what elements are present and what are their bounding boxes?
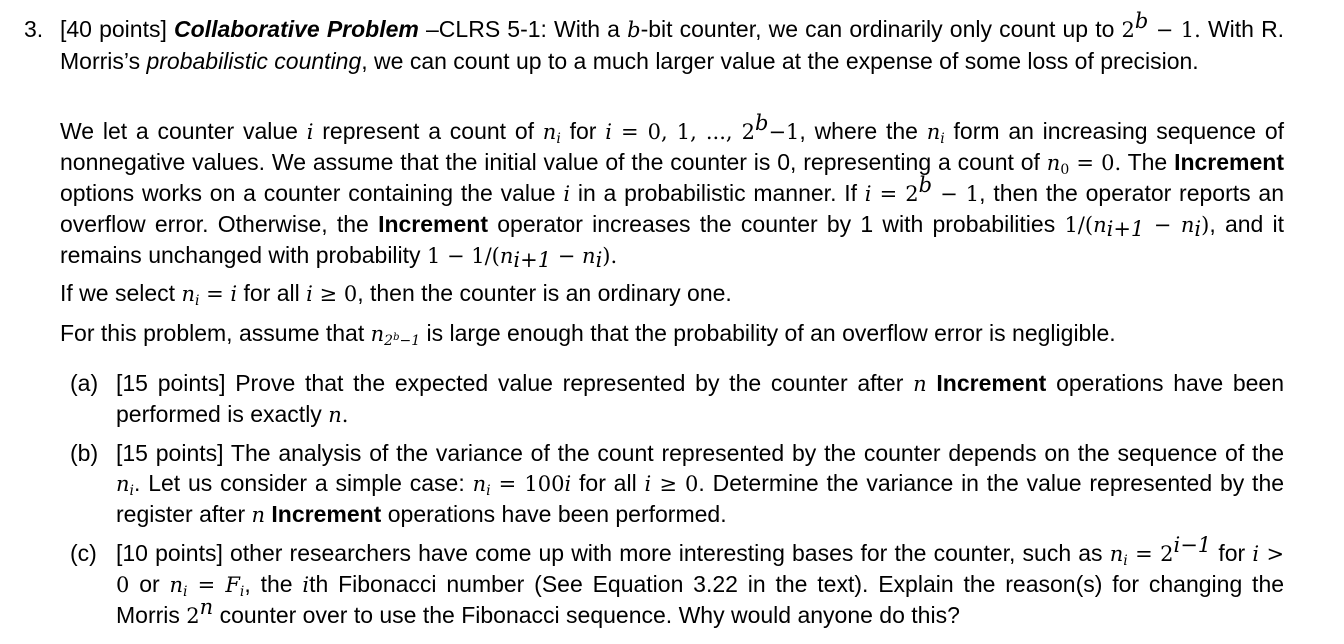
problem-statement <box>60 9 1285 77</box>
intro-text-1: -bit counter, we can ordinarily only count up to <box>640 16 1115 42</box>
p1-text-11: , and it remains unchanged with probability <box>60 211 1285 268</box>
part-a-text-2: operations have been performed is exactly <box>116 370 1285 427</box>
p3-text-2: is large enough that the probability of an overflow error is negligible. <box>426 320 1116 346</box>
math-prob-2: $1 - 1/(n_{i+1} - n_i)$. <box>426 244 618 272</box>
math-i: i <box>306 120 314 144</box>
intro-text-3: , we can count up to a much larger value at the expense of some loss of precision. <box>361 48 1199 74</box>
part-b-text-3: for all <box>579 470 637 496</box>
p1-text-9: , then the operator reports an overflow error. Otherwise, the <box>60 180 1285 237</box>
part-b-bold-increment: Increment <box>271 501 382 527</box>
p3-text-1: For this problem, assume that <box>60 320 365 346</box>
p2-text-1: If we select <box>60 280 176 306</box>
math-i: i <box>302 573 310 597</box>
problem-title: Collaborative Problem <box>174 16 419 42</box>
p1-bold-increment-2: Increment <box>378 211 489 237</box>
paragraph-assumption <box>60 318 1284 349</box>
p1-bold-increment-1: Increment <box>1174 149 1285 175</box>
intro-text-2: With R. Morris’s <box>60 16 1285 74</box>
part-b <box>70 438 1284 530</box>
math-2n: 2$^n$ <box>186 595 214 628</box>
math-i-gt-0: i > 0 <box>116 542 1285 597</box>
paragraph-ordinary <box>60 278 1284 309</box>
part-label: (a) <box>70 370 99 396</box>
p1-text-6: The <box>1127 149 1168 175</box>
part-c-text-3: or <box>139 571 160 597</box>
part-a: (a) [15 points] Prove that the expected value represented by the counter after n Increment operations have been performed is exactly n. <box>70 370 1285 427</box>
part-b-text-4: . Determine the variance in the value represented by the register after <box>116 470 1285 527</box>
math-b: b <box>627 18 641 42</box>
p1-text-2: represent a count of <box>322 118 535 144</box>
math-ni-2pow: $n_i = 2^{i-1}$ <box>1109 533 1212 569</box>
part-label: (b) <box>70 440 99 466</box>
p1-text-3: for <box>569 118 597 144</box>
math-i-2: i <box>563 182 571 206</box>
p1-text-4: , where the <box>799 118 918 144</box>
part-b-text-5: operations have been performed. <box>387 501 727 527</box>
math-ni-2: $n_i$ <box>926 120 945 147</box>
math-n-end: n <box>328 403 342 427</box>
p2-text-3: , then the counter is an ordinary one. <box>357 280 732 306</box>
math-ni: $n_i$ <box>116 472 135 499</box>
intro-emphasis: probabilistic counting <box>146 48 362 74</box>
part-c <box>70 533 1285 631</box>
p2-text-2: for all <box>243 280 300 306</box>
part-b-text-2: . Let us consider a simple case: <box>134 470 465 496</box>
p1-text-1: We let a counter value <box>60 118 298 144</box>
part-a-bold-increment: Increment <box>936 370 1047 396</box>
math-i-range: i = 0, 1, ..., $2^b-1$ <box>605 111 800 144</box>
part-label: (c) <box>70 540 97 566</box>
part-b-text-1: [15 points] The analysis of the variance of the count represented by the counter depends on the sequence of the <box>116 440 1284 466</box>
p1-text-5: form an increasing sequence of nonnegative values. We assume that the initial value of the counter is 0, representing a count of <box>60 118 1285 175</box>
math-n: n <box>913 372 927 396</box>
math-ni-eq-i: $n_i = i$ <box>181 282 238 309</box>
p1-text-7: options works on a counter containing the value <box>60 180 556 206</box>
math-2b-minus-1: $2^b - 1$. <box>1121 9 1201 42</box>
math-i-eq: $i = 2^b - 1$ <box>864 173 980 206</box>
math-n0: $n_0 = 0$. <box>1046 151 1122 178</box>
math-i-geq-0: i ≥ 0 <box>306 282 358 306</box>
problem-points: [40 points] <box>60 16 167 42</box>
math-n-max: $n_{2^b-1}$ <box>370 322 421 349</box>
part-c-text-1: [10 points] other researchers have come up with more interesting bases for the counter, such as <box>116 540 1103 566</box>
math-prob: $1/(n_{i+1} - n_i)$ <box>1064 213 1210 241</box>
math-ni-fi: $n_i = F_i$ <box>169 573 245 600</box>
part-c-text-2: for <box>1218 540 1246 566</box>
part-a-text-1: [15 points] Prove that the expected value represented by the counter after <box>116 370 904 396</box>
problem-source: –CLRS 5-1: With a <box>426 16 620 42</box>
math-n: n <box>251 503 266 527</box>
math-i-geq-0: i ≥ 0 <box>644 472 699 496</box>
math-ni: $n_i$ <box>542 120 561 147</box>
problem-number: 3. <box>24 16 44 42</box>
p1-text-10: operator increases the counter by 1 with probabilities <box>497 211 1056 237</box>
paragraph-definition <box>60 111 1285 272</box>
p1-text-8: in a probabilistic manner. If <box>577 180 858 206</box>
part-c-text-5: th Fibonacci number (See Equation 3.22 in the text). Explain the reason(s) for changing the Morris <box>116 571 1285 628</box>
part-c-text-6: counter over to use the Fibonacci sequence. Why would anyone do this? <box>219 602 960 628</box>
part-c-text-4: , the <box>244 571 293 597</box>
math-ni-100i: $n_i = 100i$ <box>472 472 572 499</box>
